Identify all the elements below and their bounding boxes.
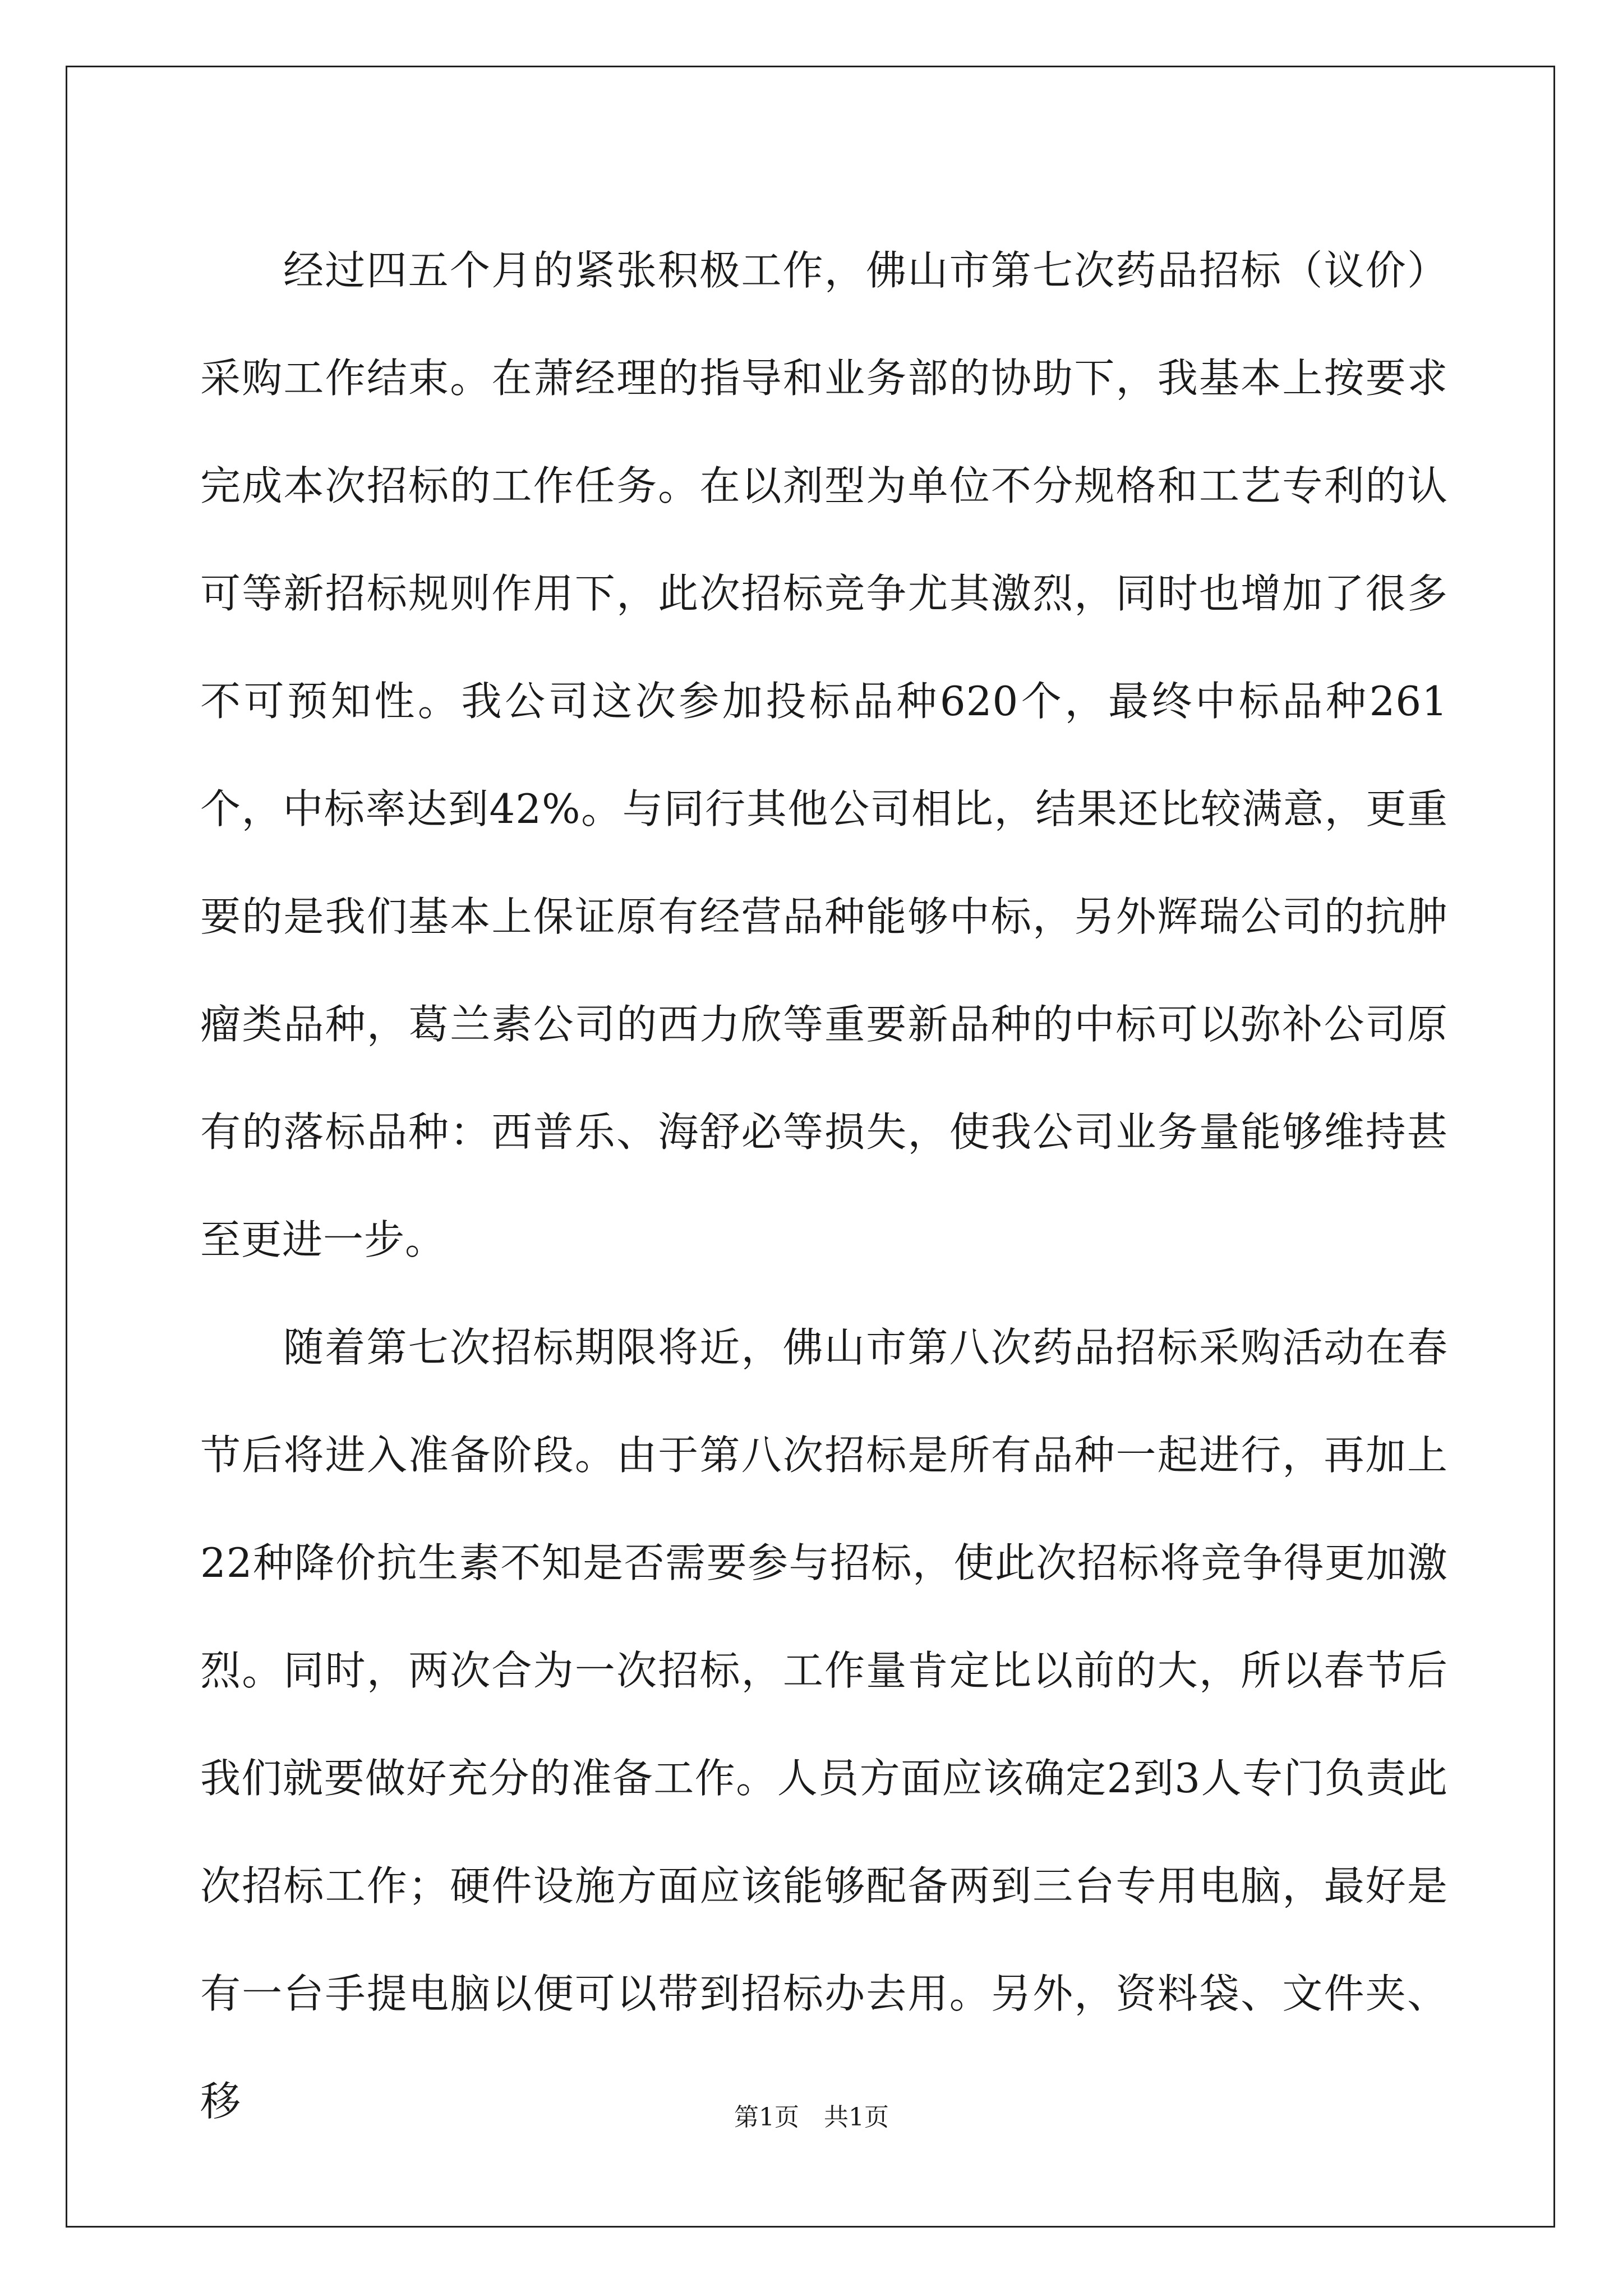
document-body [200, 217, 1448, 2155]
paragraph-2: 随着第七次招标期限将近，佛山市第八次药品招标采购活动在春节后将进入准备阶段。由于第八次招标是所有品种一起进行，再加上22种降价抗生素不知是否需要参与招标，使此次招标将竞争得更加激烈。同时，两次合为一次招标，工作量肯定比以前的大，所以春节后我们就要做好充分的准备工作。人员方面应该确定2到3人专门负责此次招标工作；硬件设施方面应该能够配备两到三台专用电脑，最好是有一台手提电脑以便可以带到招标办去用。另外，资料袋、文件夹、移 [200, 1324, 1448, 2125]
page-number: 第1页 [734, 2103, 799, 2132]
page-total: 共1页 [824, 2103, 889, 2132]
page-footer [0, 2101, 1623, 2134]
paragraph-1: 经过四五个月的紧张积极工作，佛山市第七次药品招标（议价）采购工作结束。在萧经理的指导和业务部的协助下，我基本上按要求完成本次招标的工作任务。在以剂型为单位不分规格和工艺专利的认可等新招标规则作用下，此次招标竞争尤其激烈，同时也增加了很多不可预知性。我公司这次参加投标品种620个，最终中标品种261个，中标率达到42%。与同行其他公司相比，结果还比较满意，更重要的是我们基本上保证原有经营品种能够中标，另外辉瑞公司的抗肿瘤类品种，葛兰素公司的西力欣等重要新品种的中标可以弥补公司原有的落标品种：西普乐、海舒必等损失，使我公司业务量能够维持甚至更进一步。 [200, 247, 1448, 1263]
